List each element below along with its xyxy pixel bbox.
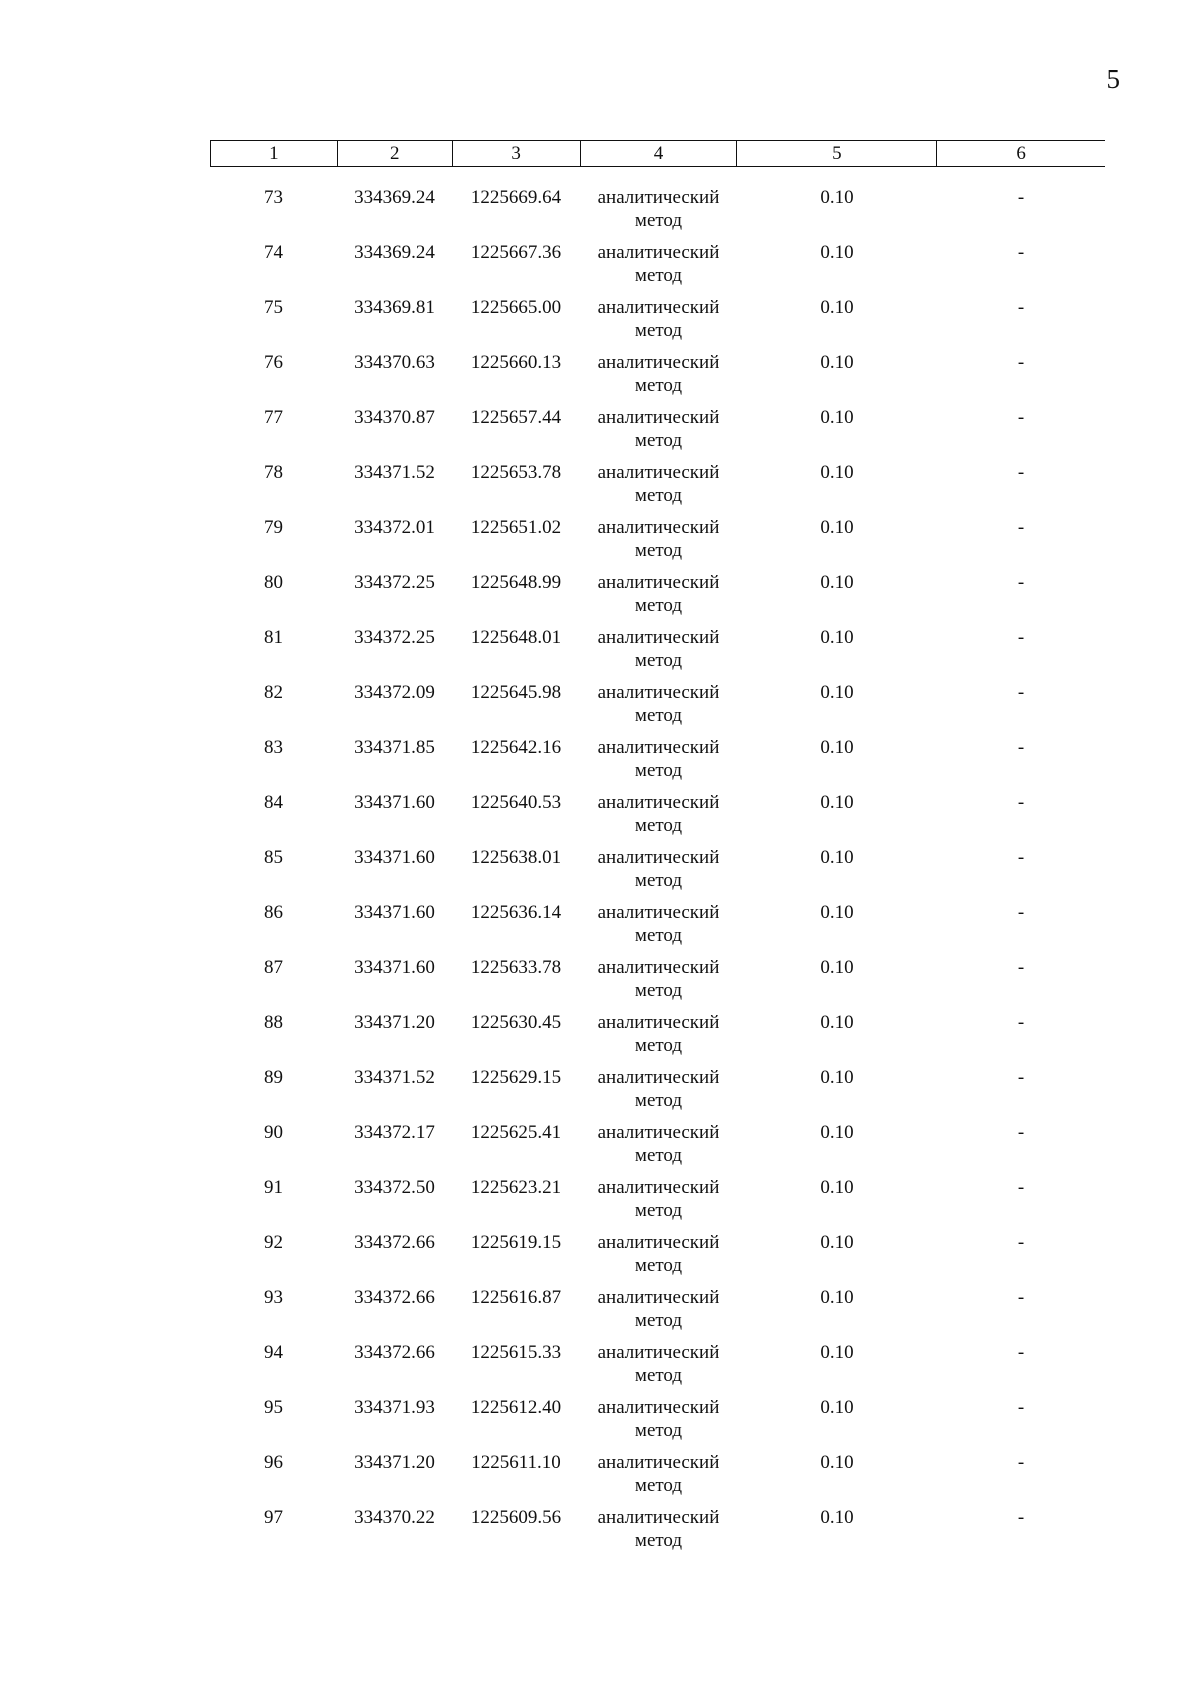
- x-coordinate-cell: 334372.50: [354, 1177, 435, 1198]
- x-coordinate-cell: 334372.66: [354, 1232, 435, 1253]
- x-coordinate-cell: 334371.60: [354, 957, 435, 978]
- table-row: [210, 1396, 1105, 1451]
- table-row: [210, 1506, 1105, 1561]
- y-coordinate-cell: 1225612.40: [470, 1397, 562, 1418]
- method-text: аналитический метод: [597, 517, 720, 561]
- method-text: аналитический метод: [597, 1122, 720, 1166]
- point-number-cell: 94: [264, 1342, 283, 1363]
- table-row: [210, 186, 1105, 241]
- method-text: аналитический метод: [597, 572, 720, 616]
- note-cell: -: [1017, 1452, 1025, 1473]
- x-coordinate-cell: 334371.93: [354, 1397, 435, 1418]
- accuracy-cell: 0.10: [820, 1012, 854, 1033]
- table-row: [210, 956, 1105, 1011]
- method-cell: [580, 1451, 737, 1497]
- method-cell: [580, 186, 737, 232]
- method-cell: [580, 626, 737, 672]
- y-coordinate-cell: 1225660.13: [470, 352, 562, 373]
- table-body: [210, 186, 1105, 1561]
- table-row: [210, 461, 1105, 516]
- accuracy-cell: 0.10: [820, 1342, 854, 1363]
- y-coordinate-cell: 1225633.78: [470, 957, 562, 978]
- method-text: аналитический метод: [597, 1012, 720, 1056]
- point-number-cell: 93: [264, 1287, 283, 1308]
- y-coordinate-cell: 1225642.16: [470, 737, 562, 758]
- point-number-cell: 96: [264, 1452, 283, 1473]
- accuracy-cell: 0.10: [820, 297, 854, 318]
- accuracy-cell: 0.10: [820, 572, 854, 593]
- x-coordinate-cell: 334371.20: [354, 1452, 435, 1473]
- table-row: [210, 241, 1105, 296]
- method-text: аналитический метод: [597, 462, 720, 506]
- x-coordinate-cell: 334371.60: [354, 902, 435, 923]
- y-coordinate-cell: 1225648.99: [470, 572, 562, 593]
- method-text: аналитический метод: [597, 1397, 720, 1441]
- method-cell: [580, 351, 737, 397]
- accuracy-cell: 0.10: [820, 1177, 854, 1198]
- x-coordinate-cell: 334370.63: [354, 352, 435, 373]
- note-cell: -: [1017, 1122, 1025, 1143]
- y-coordinate-cell: 1225653.78: [470, 462, 562, 483]
- page-number: 5: [1106, 64, 1120, 94]
- note-cell: -: [1017, 847, 1025, 868]
- point-number-cell: 80: [264, 572, 283, 593]
- accuracy-cell: 0.10: [820, 462, 854, 483]
- y-coordinate-cell: 1225669.64: [470, 187, 562, 208]
- method-text: аналитический метод: [597, 957, 720, 1001]
- table-row: [210, 901, 1105, 956]
- method-text: аналитический метод: [597, 792, 720, 836]
- table-row: [210, 1121, 1105, 1176]
- accuracy-cell: 0.10: [820, 902, 854, 923]
- table-row: [210, 846, 1105, 901]
- accuracy-cell: 0.10: [820, 1452, 854, 1473]
- method-cell: [580, 516, 737, 562]
- note-cell: -: [1017, 1067, 1025, 1088]
- table-row: [210, 351, 1105, 406]
- note-cell: -: [1017, 1177, 1025, 1198]
- y-coordinate-cell: 1225638.01: [470, 847, 562, 868]
- note-cell: -: [1017, 242, 1025, 263]
- note-cell: -: [1017, 902, 1025, 923]
- note-cell: -: [1017, 352, 1025, 373]
- accuracy-cell: 0.10: [820, 957, 854, 978]
- method-text: аналитический метод: [597, 187, 720, 231]
- accuracy-cell: 0.10: [820, 187, 854, 208]
- x-coordinate-cell: 334371.60: [354, 847, 435, 868]
- point-number-cell: 89: [264, 1067, 283, 1088]
- table-row: [210, 296, 1105, 351]
- point-number-cell: 90: [264, 1122, 283, 1143]
- point-number-cell: 85: [264, 847, 283, 868]
- accuracy-cell: 0.10: [820, 1397, 854, 1418]
- accuracy-cell: 0.10: [820, 792, 854, 813]
- table-row: [210, 1176, 1105, 1231]
- x-coordinate-cell: 334372.17: [354, 1122, 435, 1143]
- x-coordinate-cell: 334370.87: [354, 407, 435, 428]
- accuracy-cell: 0.10: [820, 1232, 854, 1253]
- point-number-cell: 88: [264, 1012, 283, 1033]
- note-cell: -: [1017, 792, 1025, 813]
- accuracy-cell: 0.10: [820, 627, 854, 648]
- method-text: аналитический метод: [597, 902, 720, 946]
- method-cell: [580, 846, 737, 892]
- point-number-cell: 95: [264, 1397, 283, 1418]
- x-coordinate-cell: 334372.01: [354, 517, 435, 538]
- column-header-2: 2: [338, 141, 453, 166]
- method-cell: [580, 1011, 737, 1057]
- table-row: [210, 681, 1105, 736]
- y-coordinate-cell: 1225651.02: [470, 517, 562, 538]
- table-row: [210, 1066, 1105, 1121]
- point-number-cell: 81: [264, 627, 283, 648]
- method-text: аналитический метод: [597, 297, 720, 341]
- y-coordinate-cell: 1225611.10: [471, 1452, 561, 1473]
- x-coordinate-cell: 334369.24: [354, 187, 435, 208]
- method-cell: [580, 1286, 737, 1332]
- x-coordinate-cell: 334371.52: [354, 462, 435, 483]
- x-coordinate-cell: 334371.20: [354, 1012, 435, 1033]
- coordinates-table: [210, 140, 1105, 1561]
- note-cell: -: [1017, 957, 1025, 978]
- y-coordinate-cell: 1225623.21: [470, 1177, 562, 1198]
- method-cell: [580, 1121, 737, 1167]
- method-text: аналитический метод: [597, 1177, 720, 1221]
- note-cell: -: [1017, 737, 1025, 758]
- point-number-cell: 83: [264, 737, 283, 758]
- table-row: [210, 406, 1105, 461]
- method-cell: [580, 406, 737, 452]
- method-text: аналитический метод: [597, 847, 720, 891]
- table-row: [210, 1011, 1105, 1066]
- method-text: аналитический метод: [597, 1452, 720, 1496]
- x-coordinate-cell: 334370.22: [354, 1507, 435, 1528]
- column-header-1: 1: [211, 141, 338, 166]
- y-coordinate-cell: 1225636.14: [470, 902, 562, 923]
- method-cell: [580, 1066, 737, 1112]
- note-cell: -: [1017, 1507, 1025, 1528]
- note-cell: -: [1017, 1397, 1025, 1418]
- note-cell: -: [1017, 407, 1025, 428]
- point-number-cell: 76: [264, 352, 283, 373]
- point-number-cell: 84: [264, 792, 283, 813]
- table-row: [210, 1231, 1105, 1286]
- method-cell: [580, 901, 737, 947]
- method-cell: [580, 1231, 737, 1277]
- y-coordinate-cell: 1225615.33: [470, 1342, 562, 1363]
- table-row: [210, 791, 1105, 846]
- accuracy-cell: 0.10: [820, 1507, 854, 1528]
- method-cell: [580, 296, 737, 342]
- point-number-cell: 82: [264, 682, 283, 703]
- y-coordinate-cell: 1225625.41: [470, 1122, 562, 1143]
- note-cell: -: [1017, 1342, 1025, 1363]
- method-text: аналитический метод: [597, 242, 720, 286]
- note-cell: -: [1017, 572, 1025, 593]
- method-text: аналитический метод: [597, 682, 720, 726]
- method-text: аналитический метод: [597, 1067, 720, 1111]
- method-text: аналитический метод: [597, 1507, 720, 1551]
- note-cell: -: [1017, 297, 1025, 318]
- method-cell: [580, 1396, 737, 1442]
- y-coordinate-cell: 1225640.53: [470, 792, 562, 813]
- table-header-row: [210, 140, 1105, 167]
- table-row: [210, 1341, 1105, 1396]
- y-coordinate-cell: 1225665.00: [470, 297, 562, 318]
- accuracy-cell: 0.10: [820, 517, 854, 538]
- x-coordinate-cell: 334371.60: [354, 792, 435, 813]
- point-number-cell: 79: [264, 517, 283, 538]
- method-cell: [580, 791, 737, 837]
- method-text: аналитический метод: [597, 737, 720, 781]
- point-number-cell: 74: [264, 242, 283, 263]
- note-cell: -: [1017, 517, 1025, 538]
- x-coordinate-cell: 334372.66: [354, 1342, 435, 1363]
- point-number-cell: 91: [264, 1177, 283, 1198]
- note-cell: -: [1017, 627, 1025, 648]
- accuracy-cell: 0.10: [820, 682, 854, 703]
- method-text: аналитический метод: [597, 1342, 720, 1386]
- method-cell: [580, 1341, 737, 1387]
- column-header-5: 5: [737, 141, 937, 166]
- x-coordinate-cell: 334372.25: [354, 627, 435, 648]
- method-cell: [580, 736, 737, 782]
- point-number-cell: 92: [264, 1232, 283, 1253]
- note-cell: -: [1017, 462, 1025, 483]
- column-header-4: 4: [581, 141, 738, 166]
- y-coordinate-cell: 1225609.56: [470, 1507, 562, 1528]
- x-coordinate-cell: 334371.52: [354, 1067, 435, 1088]
- point-number-cell: 77: [264, 407, 283, 428]
- accuracy-cell: 0.10: [820, 1287, 854, 1308]
- table-row: [210, 1451, 1105, 1506]
- accuracy-cell: 0.10: [820, 242, 854, 263]
- y-coordinate-cell: 1225630.45: [470, 1012, 562, 1033]
- y-coordinate-cell: 1225657.44: [470, 407, 562, 428]
- accuracy-cell: 0.10: [820, 407, 854, 428]
- x-coordinate-cell: 334372.25: [354, 572, 435, 593]
- point-number-cell: 86: [264, 902, 283, 923]
- y-coordinate-cell: 1225619.15: [470, 1232, 562, 1253]
- method-cell: [580, 1176, 737, 1222]
- x-coordinate-cell: 334369.24: [354, 242, 435, 263]
- method-cell: [580, 461, 737, 507]
- point-number-cell: 97: [264, 1507, 283, 1528]
- x-coordinate-cell: 334369.81: [354, 297, 435, 318]
- y-coordinate-cell: 1225648.01: [470, 627, 562, 648]
- method-text: аналитический метод: [597, 407, 720, 451]
- x-coordinate-cell: 334372.66: [354, 1287, 435, 1308]
- accuracy-cell: 0.10: [820, 1122, 854, 1143]
- table-row: [210, 736, 1105, 791]
- method-cell: [580, 241, 737, 287]
- y-coordinate-cell: 1225629.15: [470, 1067, 562, 1088]
- method-text: аналитический метод: [597, 1287, 720, 1331]
- method-cell: [580, 571, 737, 617]
- method-cell: [580, 1506, 737, 1552]
- note-cell: -: [1017, 1287, 1025, 1308]
- accuracy-cell: 0.10: [820, 737, 854, 758]
- x-coordinate-cell: 334372.09: [354, 682, 435, 703]
- method-cell: [580, 956, 737, 1002]
- column-header-3: 3: [453, 141, 581, 166]
- accuracy-cell: 0.10: [820, 847, 854, 868]
- y-coordinate-cell: 1225667.36: [470, 242, 562, 263]
- note-cell: -: [1017, 1012, 1025, 1033]
- accuracy-cell: 0.10: [820, 1067, 854, 1088]
- method-cell: [580, 681, 737, 727]
- x-coordinate-cell: 334371.85: [354, 737, 435, 758]
- table-row: [210, 571, 1105, 626]
- y-coordinate-cell: 1225645.98: [470, 682, 562, 703]
- note-cell: -: [1017, 1232, 1025, 1253]
- y-coordinate-cell: 1225616.87: [470, 1287, 562, 1308]
- method-text: аналитический метод: [597, 352, 720, 396]
- note-cell: -: [1017, 187, 1025, 208]
- table-row: [210, 1286, 1105, 1341]
- table-row: [210, 626, 1105, 681]
- point-number-cell: 75: [264, 297, 283, 318]
- method-text: аналитический метод: [597, 627, 720, 671]
- point-number-cell: 73: [264, 187, 283, 208]
- table-row: [210, 516, 1105, 571]
- column-header-6: 6: [1016, 143, 1026, 164]
- accuracy-cell: 0.10: [820, 352, 854, 373]
- method-text: аналитический метод: [597, 1232, 720, 1276]
- point-number-cell: 78: [264, 462, 283, 483]
- point-number-cell: 87: [264, 957, 283, 978]
- note-cell: -: [1017, 682, 1025, 703]
